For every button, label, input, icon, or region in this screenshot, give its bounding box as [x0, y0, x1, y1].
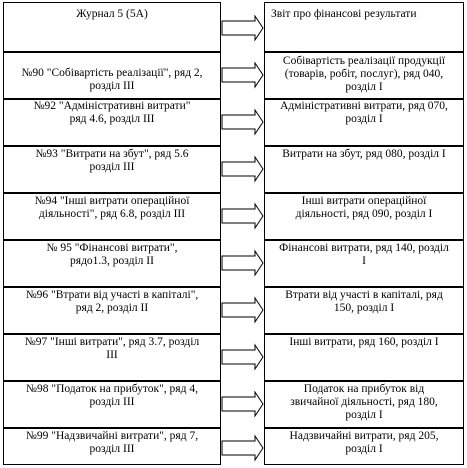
row-3-left-line-2: розділ III — [89, 161, 135, 173]
row-8-left-line-1: №98 "Податок на прибуток", ряд 4, — [26, 383, 198, 395]
block-arrow-9 — [222, 392, 263, 416]
row-4-right-line-1: Інші витрати операційної — [301, 195, 427, 207]
row-5-left-line-2: рядо1.3, розділ II — [70, 255, 154, 267]
block-arrow-5 — [222, 204, 263, 228]
row-5-left-line-1: № 95 "Фінансові витрати", — [46, 242, 178, 254]
block-arrow-1 — [222, 16, 263, 40]
row-6-right-line-1: Втрати від участі в капіталі, ряд — [285, 289, 443, 301]
row-2-right-line-2: розділ I — [345, 113, 383, 125]
row-1-right-line-2: (товарів, робіт, послуг), ряд 040, — [284, 68, 444, 80]
header-left-title: Журнал 5 (5А) — [76, 8, 148, 20]
row-6-left-line-1: №96 "Втрати від участі в капіталі", — [25, 289, 199, 301]
block-arrow-7 — [222, 298, 263, 322]
row-9-right-line-2: розділ I — [345, 443, 383, 455]
row-7-right-line-1: Інші витрати, ряд 160, розділ I — [289, 336, 439, 348]
row-8-right-line-1: Податок на прибуток від — [303, 383, 425, 395]
block-arrow-8 — [222, 345, 263, 369]
row-9-right-line-1: Надзвичайні витрати, ряд 205, — [289, 430, 439, 442]
row-3-right-line-1: Витрати на збут, ряд 080, розділ I — [282, 148, 446, 160]
block-arrow-4 — [222, 157, 263, 181]
row-8-right-line-3: розділ I — [345, 409, 383, 421]
header-right-title: Звіт про фінансові результати — [271, 8, 417, 20]
row-1-right-line-3: розділ I — [345, 81, 383, 93]
row-2-left-line-1: №92 "Адміністративні витрати" — [33, 100, 191, 112]
row-1-right-line-1: Собівартість реалізації продукції — [282, 55, 446, 67]
row-1-left-line-1: №90 "Собівартість реалізації", ряд 2, — [21, 67, 203, 79]
row-4-left-line-2: діяльності", ряд 6.8, розділ III — [38, 208, 186, 220]
row-6-left-line-2: ряд 2, розділ II — [75, 302, 149, 314]
block-arrow-6 — [222, 251, 263, 275]
row-8-right-line-2: звичайної діяльності, ряд 180, — [290, 396, 438, 408]
row-4-right-line-2: діяльності, ряд 090, розділ I — [295, 208, 433, 220]
block-arrow-10 — [222, 436, 263, 460]
row-7-left-line-1: №97 "Інші витрати", ряд 3.7, розділ — [24, 336, 200, 348]
row-4-left-line-1: №94 "Інші витрати операційної — [34, 195, 190, 207]
row-9-left-line-2: розділ III — [89, 443, 135, 455]
row-8-left-line-2: розділ III — [89, 396, 135, 408]
row-7-left-line-2: III — [106, 349, 118, 361]
row-1-left-line-2: розділ III — [89, 80, 135, 92]
block-arrow-3 — [222, 110, 263, 134]
row-9-left-line-1: №99 "Надзвичайні витрати", ряд 7, — [25, 430, 199, 442]
row-5-right-line-1: Фінансові витрати, ряд 140, розділ — [279, 242, 449, 254]
row-5-right-line-2: I — [362, 255, 366, 267]
row-3-left-line-1: №93 "Витрати на збут", ряд 5.6 — [35, 148, 189, 160]
row-2-right-line-1: Адміністративні витрати, ряд 070, — [280, 100, 448, 112]
row-2-left-line-2: ряд 4.6, розділ III — [69, 113, 155, 125]
row-6-right-line-2: 150, розділ I — [333, 302, 395, 314]
block-arrow-2 — [222, 63, 263, 87]
